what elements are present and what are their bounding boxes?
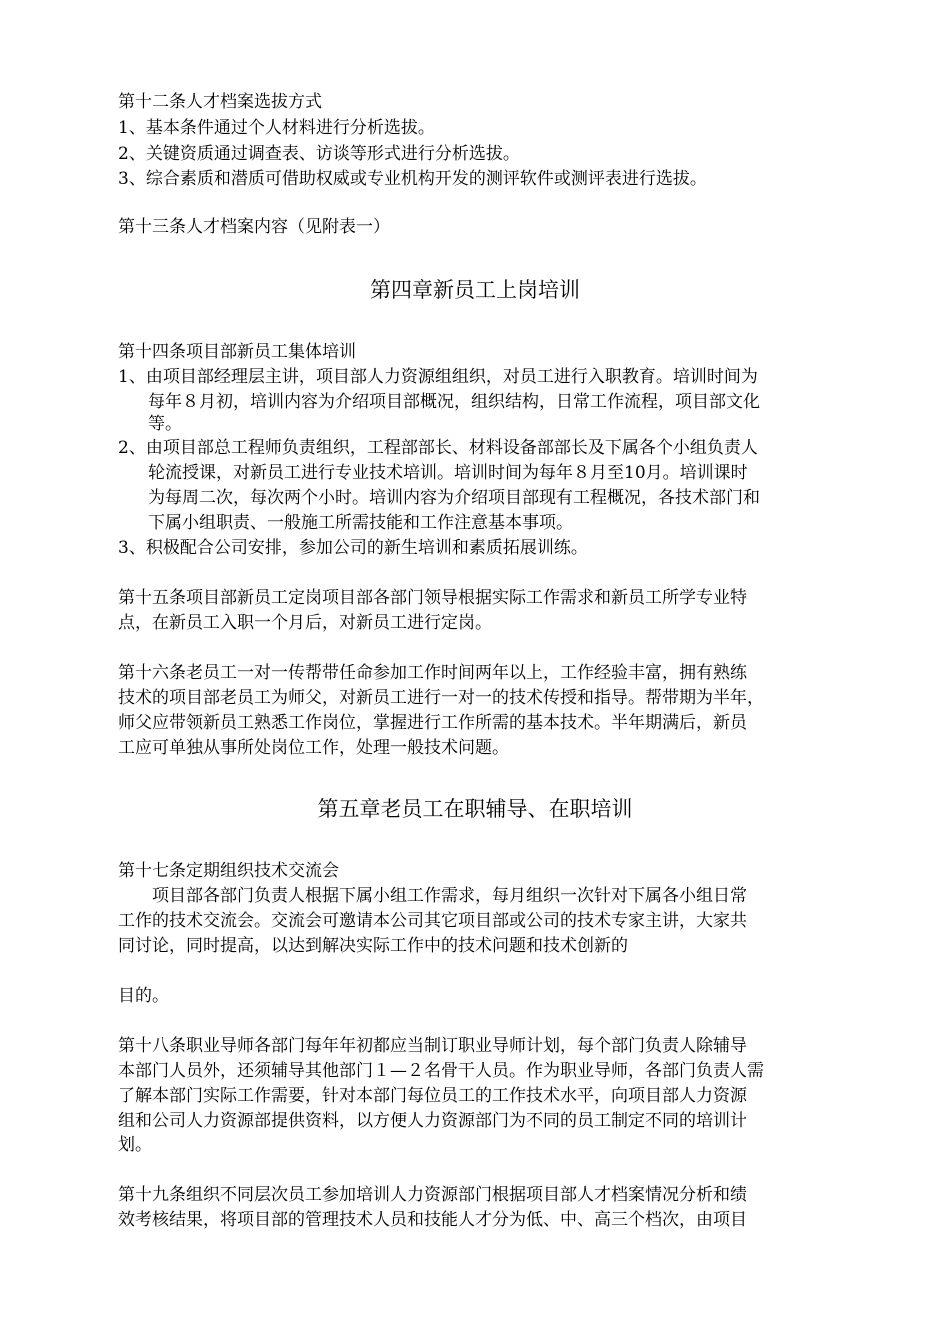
article-18-line-5: 划。 <box>118 1135 152 1155</box>
article-17-line-1: 项目部各部门负责人根据下属小组工作需求，每月组织一次针对下属各小组日常 <box>118 886 747 906</box>
article-17-continuation: 目的。 <box>118 986 169 1006</box>
article-19-line-2: 效考核结果，将项目部的管理技术人员和技能人才分为低、中、高三个档次，由项目 <box>118 1210 747 1230</box>
article-14-item-1-line-2: 每年８月初，培训内容为介绍项目部概况，组织结构，日常工作流程，项目部文化 <box>148 392 760 412</box>
article-14-item-2-line-4: 下属小组职责、一般施工所需技能和工作注意基本事项。 <box>148 513 573 533</box>
chapter-5-heading: 第五章老员工在职辅导、在职培训 <box>317 797 633 821</box>
article-15-line-1: 第十五条项目部新员工定岗项目部各部门领导根据实际工作需求和新员工所学专业特 <box>118 588 747 608</box>
article-12-item-1: 1、基本条件通过个人材料进行分析选拔。 <box>118 118 435 138</box>
article-12-item-2: 2、关键资质通过调查表、访谈等形式进行分析选拔。 <box>118 144 520 164</box>
article-14-item-2-line-3: 为每周二次，每次两个小时。培训内容为介绍项目部现有工程概况，各技术部门和 <box>148 488 760 508</box>
article-17-title: 第十七条定期组织技术交流会 <box>118 861 339 881</box>
article-18-line-4: 组和公司人力资源部提供资料，以方便人力资源部门为不同的员工制定不同的培训计 <box>118 1111 747 1131</box>
article-12-item-3: 3、综合素质和潜质可借助权威或专业机构开发的测评软件或测评表进行选拔。 <box>118 169 707 189</box>
article-19-line-1: 第十九条组织不同层次员工参加培训人力资源部门根据项目部人才档案情况分析和绩 <box>118 1185 747 1205</box>
article-14-title: 第十四条项目部新员工集体培训 <box>118 342 356 362</box>
article-16-line-4: 工应可单独从事所处岗位工作，处理一般技术问题。 <box>118 738 509 758</box>
article-14-item-1-line-3: 等。 <box>148 414 182 434</box>
chapter-4-heading: 第四章新员工上岗培训 <box>370 278 580 302</box>
article-12-title: 第十二条人才档案选拔方式 <box>118 92 322 112</box>
article-18-line-3: 了解本部门实际工作需要，针对本部门每位员工的工作技术水平，向项目部人力资源 <box>118 1086 747 1106</box>
article-16-line-1: 第十六条老员工一对一传帮带任命参加工作时间两年以上，工作经验丰富，拥有熟练 <box>118 663 747 683</box>
article-14-item-3: 3、积极配合公司安排，参加公司的新生培训和素质拓展训练。 <box>118 538 588 558</box>
article-16-line-2: 技术的项目部老员工为师父，对新员工进行一对一的技术传授和指导。帮带期为半年， <box>118 688 764 708</box>
article-16-line-3: 师父应带领新员工熟悉工作岗位，掌握进行工作所需的基本技术。半年期满后，新员 <box>118 713 747 733</box>
article-14-item-1-line-1: 1、由项目部经理层主讲，项目部人力资源组组织，对员工进行入职教育。培训时间为 <box>118 367 758 387</box>
article-15-line-2: 点，在新员工入职一个月后，对新员工进行定岗。 <box>118 613 492 633</box>
article-13-title: 第十三条人才档案内容（见附表一） <box>118 217 390 237</box>
article-14-item-2-line-1: 2、由项目部总工程师负责组织，工程部部长、材料设备部部长及下属各个小组负责人 <box>118 438 758 458</box>
article-17-line-2: 工作的技术交流会。交流会可邀请本公司其它项目部或公司的技术专家主讲，大家共 <box>118 911 747 931</box>
article-14-item-2-line-2: 轮流授课，对新员工进行专业技术培训。培训时间为每年８月至10月。培训课时 <box>148 463 748 483</box>
article-17-line-3: 同讨论，同时提高，以达到解决实际工作中的技术问题和技术创新的 <box>118 936 628 956</box>
article-18-line-1: 第十八条职业导师各部门每年年初都应当制订职业导师计划，每个部门负责人除辅导 <box>118 1036 747 1056</box>
article-18-line-2: 本部门人员外，还须辅导其他部门１—２名骨干人员。作为职业导师，各部门负责人需 <box>118 1061 764 1081</box>
